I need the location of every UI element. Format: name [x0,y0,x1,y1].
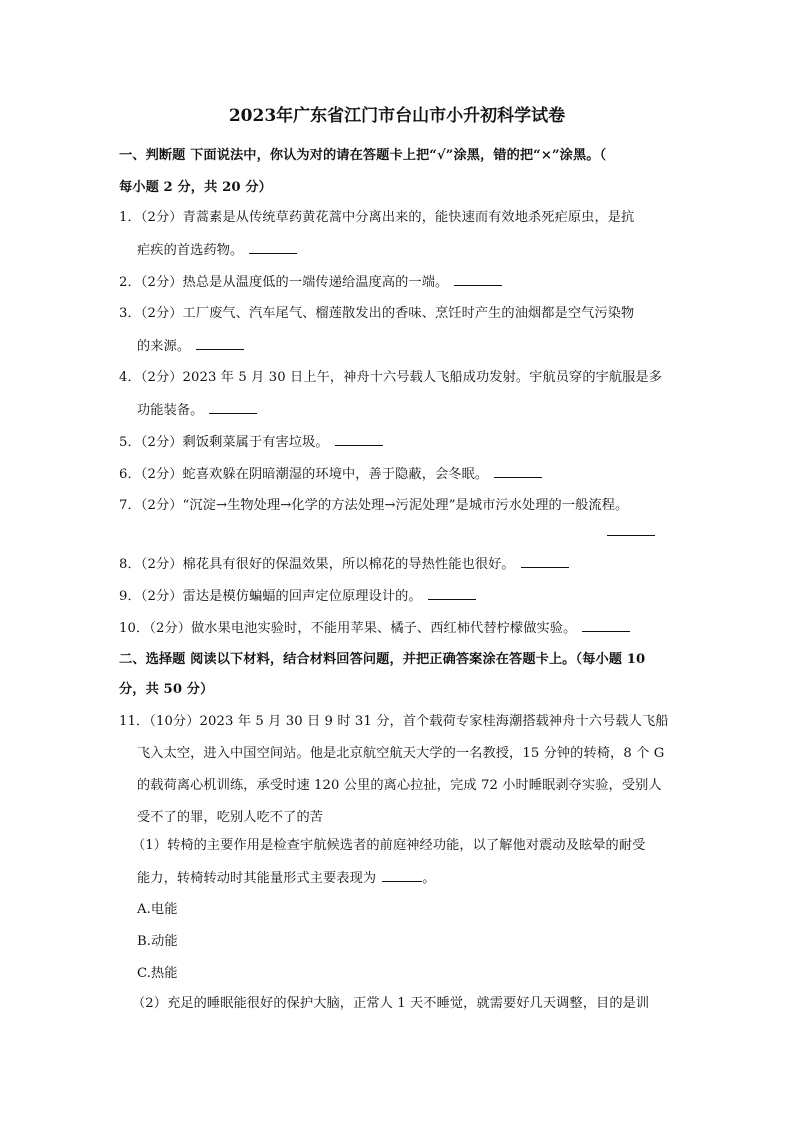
answer-blank-11-1[interactable] [382,868,422,882]
answer-blank-7[interactable] [607,535,655,536]
answer-blank-4[interactable] [209,400,257,414]
question-5-text: 5．（2分）剩饭剩菜属于有害垃圾。 [119,435,329,450]
section2-heading-line2: 分，共 50 分） [119,682,214,697]
question-9-text: 9．（2分）雷达是模仿蝙蝠的回声定位原理设计的。 [119,589,422,604]
question-11-sub1-text: 能力，转椅转动时其能量形式主要表现为 [137,871,377,886]
answer-blank-3[interactable] [196,336,244,350]
question-11-sub2-line1: （2）充足的睡眠能很好的保护大脑，正常人 1 天不睡觉，就需要好几天调整，目的是训 [132,996,650,1011]
question-8-text: 8．（2分）棉花具有很好的保温效果，所以棉花的导热性能也很好。 [119,557,515,572]
answer-blank-9[interactable] [428,586,476,600]
section1-heading-line2: 每小题 2 分，共 20 分） [119,180,272,195]
answer-blank-2[interactable] [454,272,502,286]
question-2 [119,272,502,293]
answer-blank-6[interactable] [494,464,542,478]
answer-blank-5[interactable] [335,432,383,446]
option-b[interactable]: B.动能 [137,934,178,949]
section1-heading-line1: 一、判断题 下面说法中，你认为对的请在答题卡上把“√”涂黑，错的把“×”涂黑。（ [119,148,607,163]
question-3-line1: 3．（2分）工厂废气、汽车尾气、榴莲散发出的香味、烹饪时产生的油烟都是空气污染物 [119,306,635,321]
answer-blank-1[interactable] [249,240,297,254]
question-6 [119,464,542,485]
question-5 [119,432,383,453]
question-1-line1: 1．（2分）青蒿素是从传统草药黄花蒿中分离出来的，能快速而有效地杀死疟原虫，是抗 [119,210,635,225]
question-6-text: 6．（2分）蛇喜欢躲在阴暗潮湿的环境中，善于隐蔽，会冬眠。 [119,467,489,482]
question-4-line1: 4．（2分）2023 年 5 月 30 日上午，神舟十六号载人飞船成功发射。宇航员穿的宇航服是多 [119,370,663,385]
question-10-text: 10．（2分）做水果电池实验时，不能用苹果、橘子、西红柿代替柠檬做实验。 [119,621,577,636]
answer-blank-8[interactable] [521,554,569,568]
question-11-sub1-line2 [137,868,435,889]
question-8 [119,554,569,575]
option-a[interactable]: A.电能 [137,902,178,917]
question-1-text: 疟疾的首选药物。 [137,243,244,258]
question-11-sub1-line1: （1）转椅的主要作用是检查宇航候选者的前庭神经功能，以了解他对震动及眩晕的耐受 [132,838,646,853]
question-4-text: 功能装备。 [137,403,204,418]
question-7: 7．（2分）“沉淀→生物处理→化学的方法处理→污泥处理”是城市污水处理的一般流程。 [119,498,629,513]
question-9 [119,586,476,607]
exam-title: 2023年广东省江门市台山市小升初科学试卷 [228,106,566,126]
question-11-line3: 的载荷离心机训练，承受时速 120 公里的离心拉扯，完成 72 小时睡眠剥夺实验，受别人 [137,778,662,793]
question-2-text: 2．（2分）热总是从温度低的一端传递给温度高的一端。 [119,275,449,290]
question-3-line2 [137,336,244,357]
question-10 [119,618,630,639]
question-4-line2 [137,400,257,421]
answer-blank-10[interactable] [582,618,630,632]
question-11-line4: 受不了的罪，吃别人吃不了的苦 [137,810,324,825]
question-3-text: 的来源。 [137,339,191,354]
section2-heading-line1: 二、选择题 阅读以下材料，结合材料回答问题，并把正确答案涂在答题卡上。（每小题 10 [119,652,646,667]
question-11-line1: 11．（10分）2023 年 5 月 30 日 9 时 31 分，首个载荷专家桂海潮搭载神舟十六号载人飞船 [119,714,669,729]
question-11-sub1-end: 。 [422,871,436,886]
option-c[interactable]: C.热能 [137,966,178,981]
question-1-line2 [137,240,297,261]
question-11-line2: 飞入太空，进入中国空间站。他是北京航空航天大学的一名教授，15 分钟的转椅，8 个 G [137,746,665,761]
